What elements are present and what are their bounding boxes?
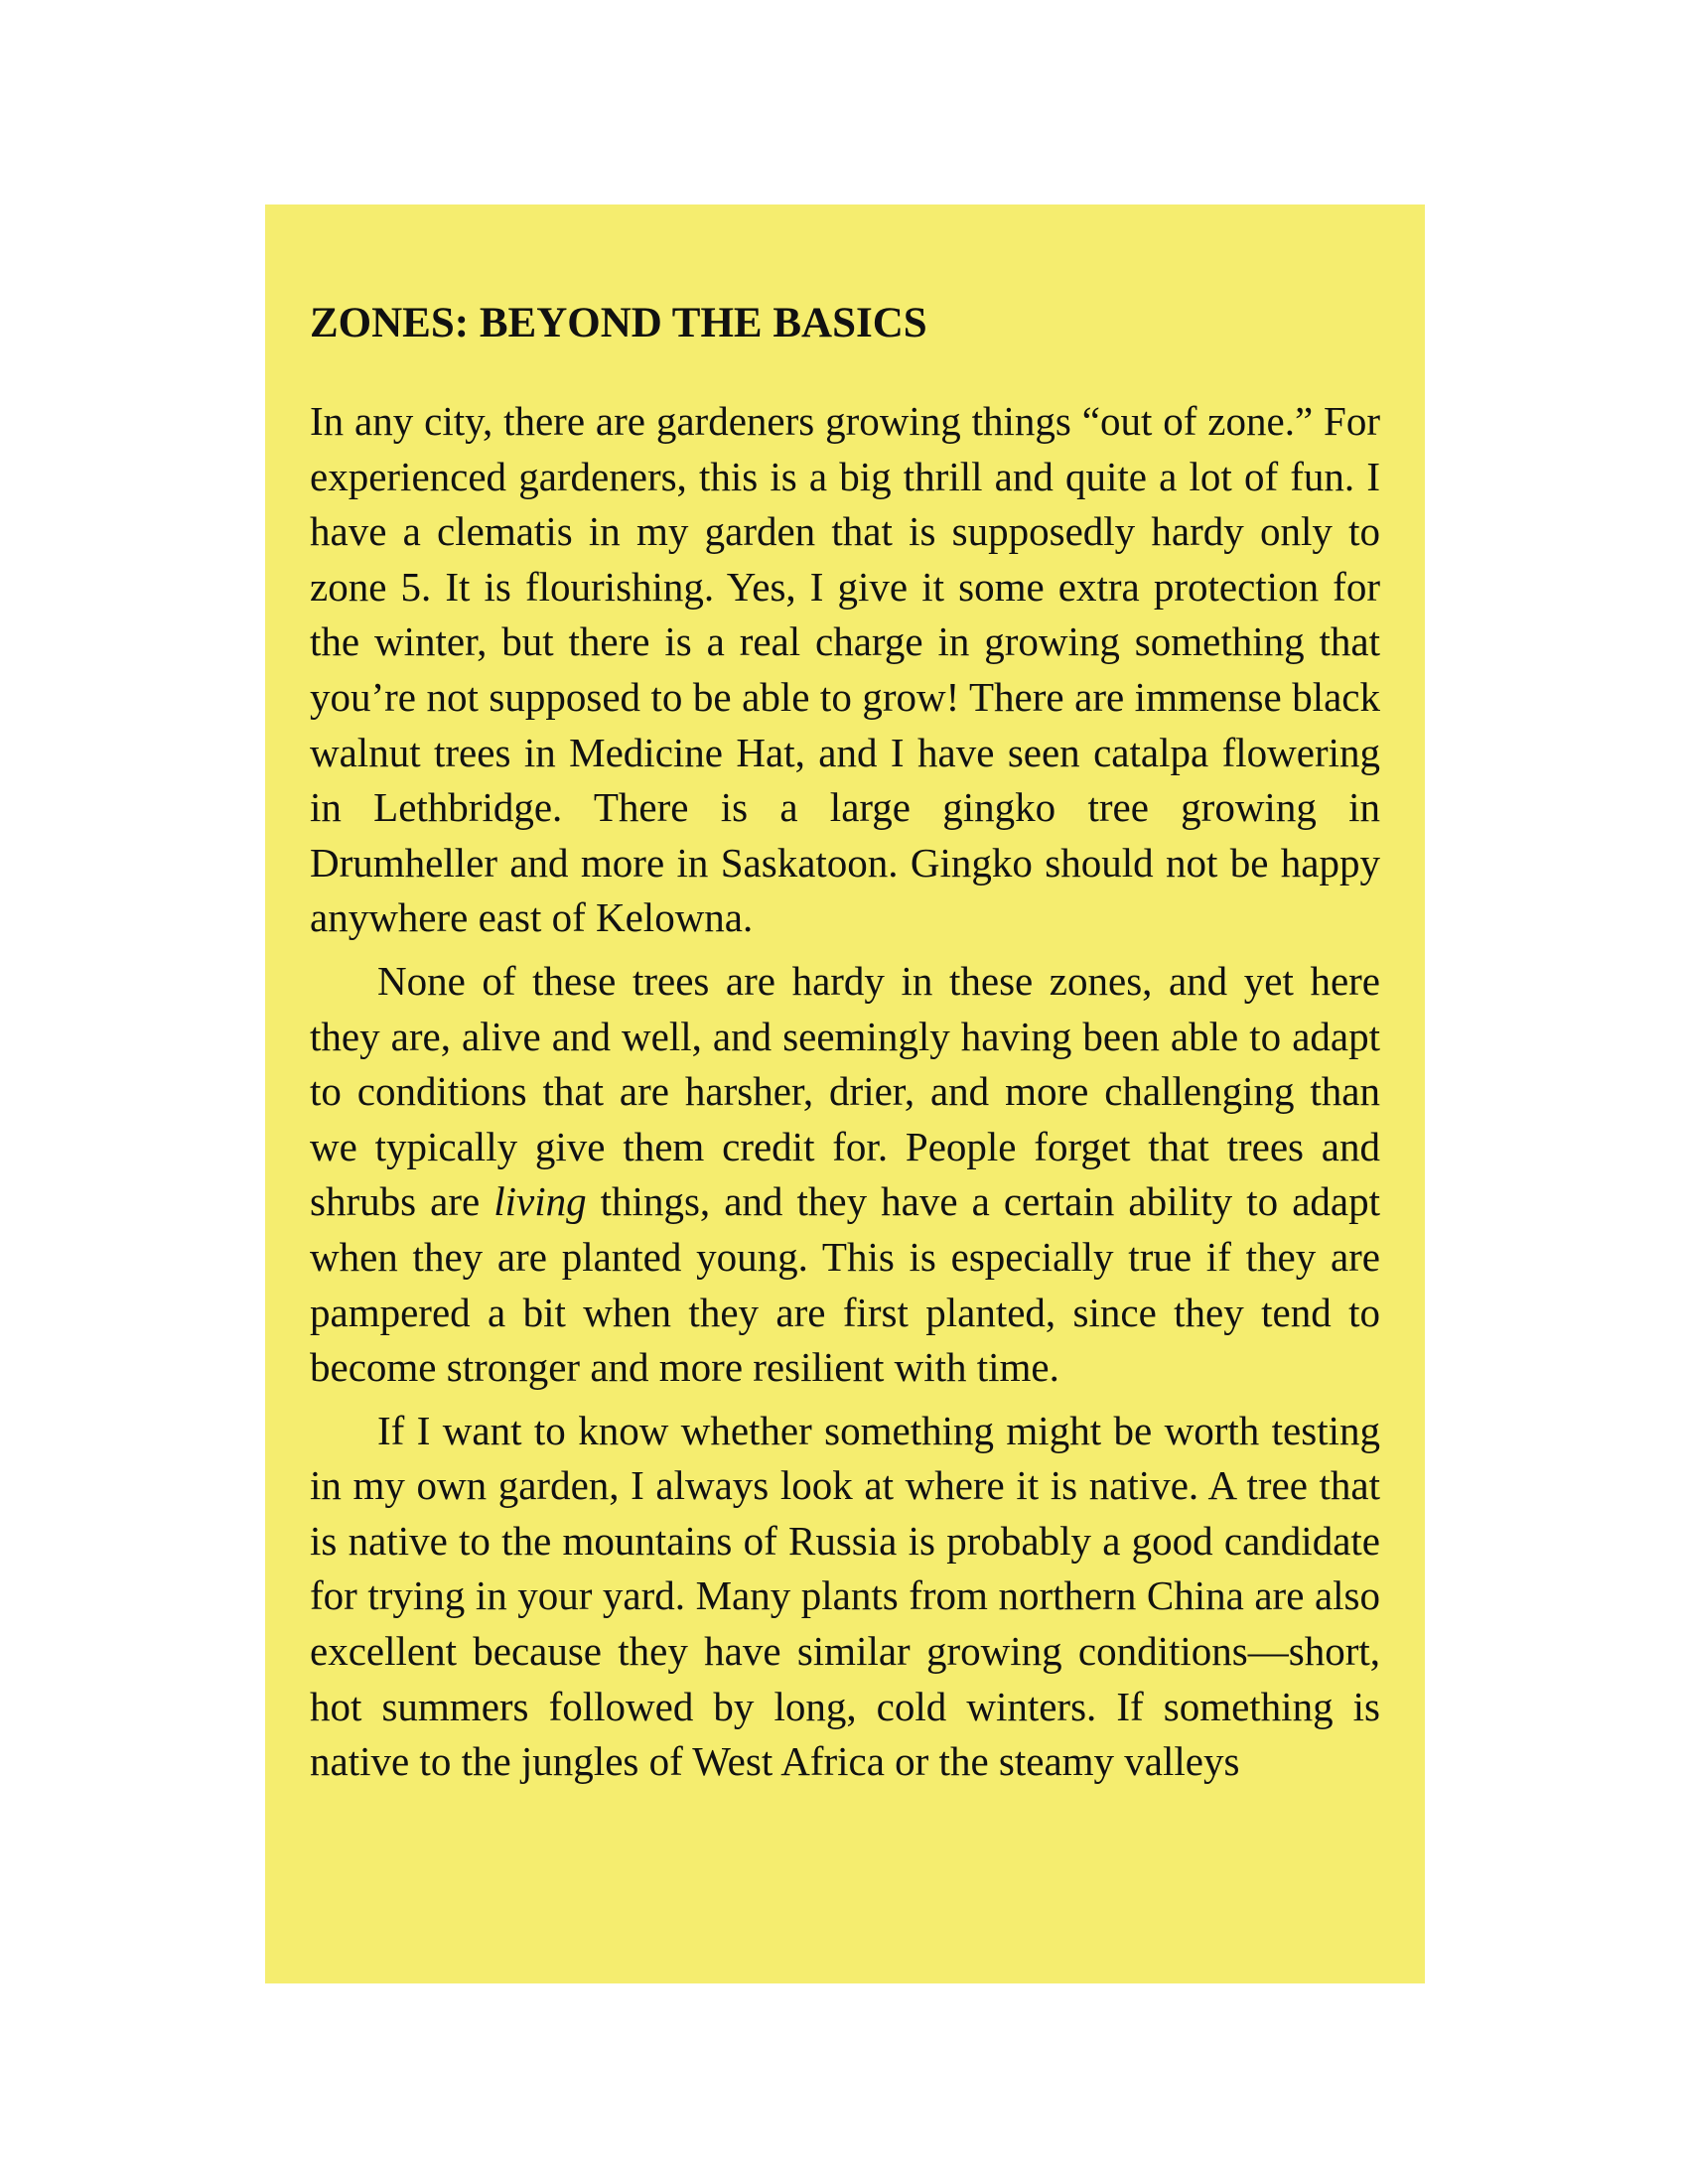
sidebar-heading: ZONES: BEYOND THE BASICS [310, 300, 927, 346]
paragraph-3 [310, 1404, 1380, 1790]
paragraph-2 [310, 954, 1380, 1396]
paragraph-2-text-before: None of these trees are hardy in these zones, and yet here they are, alive and well, and seemingly having been able to adapt to conditions that are harsher, drier, and more challenging than we typically give them credit for. People forget that trees and shrubs are [310, 957, 1380, 1225]
zones-sidebar-box [265, 205, 1425, 1983]
paragraph-1-text: In any city, there are gardeners growing things “out of zone.” For experienced gardeners, this is a big thrill and quite a lot of fun. I have a clematis in my garden that is supposedly hardy only to zone 5. It is flourishing. Yes, I give it some extra protection for the winter, but there is a real charge in growing something that you’re not supposed to be able to grow! There are immense black walnut trees in Medicine Hat, and I have seen catalpa flowering in Lethbridge. There is a large gingko tree growing in Drumheller and more in Saskatoon. Gingko should not be happy anywhere east of Kelowna. [310, 398, 1380, 941]
paragraph-2-text-after: things, and they have a certain ability to adapt when they are planted young. This is especially true if they are pampered a bit when they are first planted, since they tend to become stronger and more resilient with time. [310, 1178, 1380, 1391]
paragraph-1 [310, 394, 1380, 946]
paragraph-2-emphasis: living [493, 1178, 587, 1225]
paragraph-3-text: If I want to know whether something might be worth testing in my own garden, I always look at where it is native. A tree that is native to the mountains of Russia is probably a good candidate for trying in your yard. Many plants from northern China are also excellent because they have similar growing conditions—short, hot summers followed by long, cold winters. If something is native to the jungles of West Africa or the steamy valleys [310, 1407, 1380, 1785]
